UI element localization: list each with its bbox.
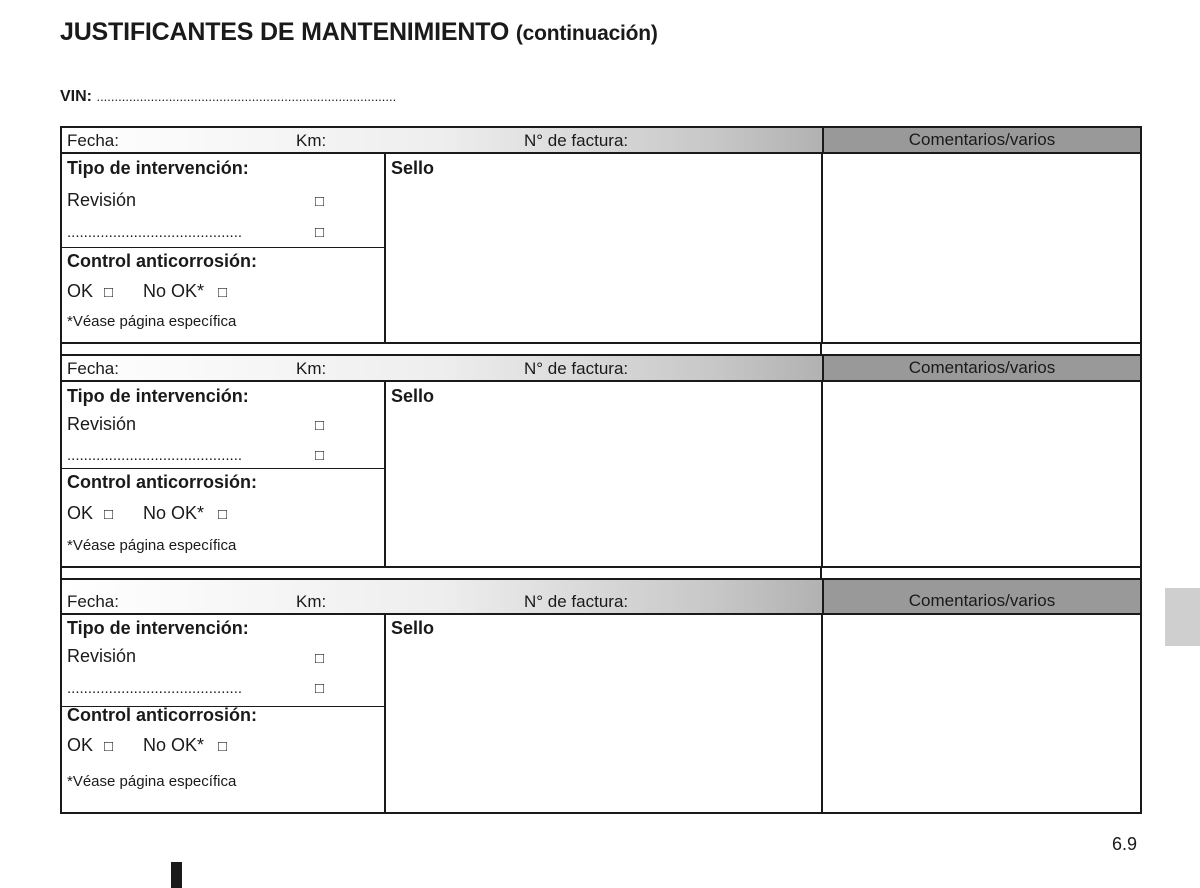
margin-bar-mark — [171, 862, 182, 888]
no-ok-checkbox[interactable]: □ — [218, 284, 228, 301]
ok-label: OK — [67, 503, 94, 523]
column-divider — [384, 615, 386, 812]
fecha-field[interactable]: Fecha: — [67, 131, 119, 150]
fecha-field[interactable]: Fecha: — [67, 592, 119, 611]
column-divider — [821, 382, 823, 566]
fecha-field[interactable]: Fecha: — [67, 359, 119, 378]
ok-label: OK — [67, 735, 94, 755]
maintenance-record-1 — [60, 126, 1142, 344]
km-field[interactable]: Km: — [296, 359, 327, 378]
factura-field[interactable]: N° de factura: — [524, 592, 629, 611]
revision-checkbox[interactable]: □ — [315, 193, 325, 210]
other-checkbox[interactable]: □ — [315, 680, 325, 697]
page-number: 6.9 — [1112, 834, 1138, 854]
tipo-intervencion-label: Tipo de intervención: — [67, 618, 249, 638]
revision-label: Revisión — [67, 414, 137, 434]
no-ok-label: No OK* — [143, 281, 205, 301]
ok-checkbox[interactable]: □ — [104, 738, 114, 755]
section-tab-marker — [1165, 588, 1200, 646]
factura-field[interactable]: N° de factura: — [524, 131, 629, 150]
column-divider — [384, 154, 386, 342]
revision-label: Revisión — [67, 190, 137, 210]
record-header — [62, 580, 1140, 615]
column-divider — [821, 154, 823, 342]
other-checkbox[interactable]: □ — [315, 447, 325, 464]
comentarios-header: Comentarios/varios — [822, 128, 1140, 152]
footnote: *Véase página específica — [67, 313, 237, 330]
comentarios-header: Comentarios/varios — [822, 356, 1140, 380]
tipo-intervencion-label: Tipo de intervención: — [67, 158, 249, 178]
record-header — [62, 356, 1140, 382]
vin-field[interactable]: ................................................................................... — [96, 89, 397, 104]
column-divider — [821, 615, 823, 812]
no-ok-checkbox[interactable]: □ — [218, 506, 228, 523]
other-intervention-field[interactable]: .......................................... — [67, 447, 243, 464]
vin-label: VIN: — [60, 88, 92, 105]
km-field[interactable]: Km: — [296, 131, 327, 150]
sello-label: Sello — [391, 158, 435, 178]
ok-checkbox[interactable]: □ — [104, 284, 114, 301]
tipo-intervencion-label: Tipo de intervención: — [67, 386, 249, 406]
record-separator — [60, 568, 1142, 578]
record-separator — [60, 344, 1142, 354]
control-anticorrosion-label: Control anticorrosión: — [67, 705, 257, 725]
page-title — [60, 18, 658, 47]
revision-checkbox[interactable]: □ — [315, 417, 325, 434]
no-ok-checkbox[interactable]: □ — [218, 738, 228, 755]
revision-label: Revisión — [67, 646, 137, 666]
title-continuation: (continuación) — [515, 22, 658, 45]
record-header — [62, 128, 1140, 154]
maintenance-record-3 — [60, 578, 1142, 814]
no-ok-label: No OK* — [143, 735, 205, 755]
ok-label: OK — [67, 281, 94, 301]
vin-line — [60, 88, 396, 106]
control-anticorrosion-label: Control anticorrosión: — [67, 472, 257, 492]
control-anticorrosion-label: Control anticorrosión: — [67, 251, 257, 271]
sello-label: Sello — [391, 386, 435, 406]
factura-field[interactable]: N° de factura: — [524, 359, 629, 378]
other-intervention-field[interactable]: .......................................... — [67, 680, 243, 697]
footnote: *Véase página específica — [67, 537, 237, 554]
row-divider — [62, 468, 385, 469]
footnote: *Véase página específica — [67, 773, 237, 790]
km-field[interactable]: Km: — [296, 592, 327, 611]
other-checkbox[interactable]: □ — [315, 224, 325, 241]
maintenance-record-2 — [60, 354, 1142, 568]
title-main: JUSTIFICANTES DE MANTENIMIENTO — [60, 18, 510, 46]
other-intervention-field[interactable]: .......................................... — [67, 224, 243, 241]
ok-checkbox[interactable]: □ — [104, 506, 114, 523]
comentarios-header: Comentarios/varios — [822, 580, 1140, 613]
column-divider — [384, 382, 386, 566]
row-divider — [62, 247, 385, 248]
no-ok-label: No OK* — [143, 503, 205, 523]
sello-label: Sello — [391, 618, 435, 638]
revision-checkbox[interactable]: □ — [315, 650, 325, 667]
